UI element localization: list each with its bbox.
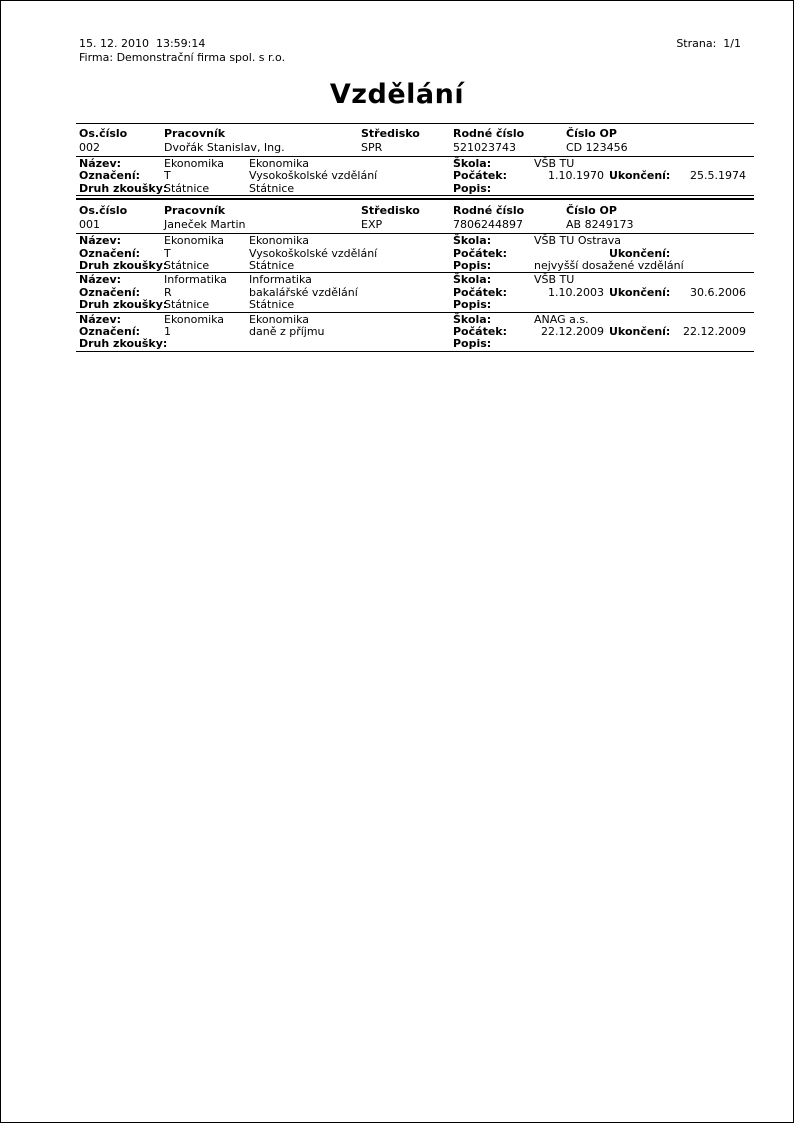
entry-divider-line	[76, 195, 754, 196]
label-druh-zkousky: Druh zkoušky:	[79, 258, 168, 272]
label-druh-zkousky: Druh zkoušky:	[79, 337, 168, 351]
employee-rodne-cislo: 7806244897	[453, 218, 523, 232]
education-entry	[76, 273, 754, 312]
column-header-cislo-op: Číslo OP	[566, 127, 617, 140]
employee-rodne-cislo: 521023743	[453, 141, 516, 154]
druh-text: Státnice	[249, 258, 295, 272]
employee-header-row	[76, 124, 754, 141]
column-header-stredisko: Středisko	[361, 204, 420, 218]
label-oznaceni: Označení:	[79, 285, 140, 299]
column-header-os-cislo: Os.číslo	[79, 204, 128, 218]
oznaceni-code: T	[164, 246, 171, 260]
education-row-nazev	[76, 274, 754, 286]
label-oznaceni: Označení:	[79, 169, 140, 183]
column-header-stredisko: Středisko	[361, 127, 420, 140]
education-row-oznaceni	[76, 326, 754, 338]
label-ukonceni: Ukončení:	[609, 169, 671, 183]
label-pocatek: Počátek:	[453, 246, 507, 260]
label-skola: Škola:	[453, 157, 492, 170]
oznaceni-code: R	[164, 285, 172, 299]
label-popis: Popis:	[453, 258, 492, 272]
education-row-druh-zkousky	[76, 338, 754, 350]
column-header-os-cislo: Os.číslo	[79, 127, 128, 140]
education-list	[76, 234, 754, 352]
label-nazev: Název:	[79, 273, 122, 287]
druh-code: Státnice	[164, 181, 210, 195]
nazev-code: Ekonomika	[164, 157, 225, 170]
nazev-code: Informatika	[164, 273, 227, 287]
nazev-text: Ekonomika	[249, 157, 310, 170]
oznaceni-text: Vysokoškolské vzdělání	[249, 169, 378, 183]
druh-code: Státnice	[164, 258, 210, 272]
oznaceni-code: 1	[164, 324, 171, 338]
company-name: Firma: Demonstrační firma spol. s r.o.	[79, 51, 286, 64]
page-header	[79, 37, 285, 65]
education-entry	[76, 157, 754, 196]
oznaceni-text: daně z příjmu	[249, 324, 325, 338]
column-header-rodne-cislo: Rodné číslo	[453, 127, 525, 140]
nazev-code: Ekonomika	[164, 312, 225, 326]
education-row-oznaceni	[76, 170, 754, 182]
druh-text: Státnice	[249, 181, 295, 195]
block-separator	[76, 198, 754, 200]
employee-cislo-op: CD 123456	[566, 141, 628, 154]
oznaceni-text: Vysokoškolské vzdělání	[249, 246, 378, 260]
employee-value-row	[76, 141, 754, 156]
employee-name: Dvořák Stanislav, Ing.	[164, 141, 285, 154]
education-row-druh-zkousky	[76, 183, 754, 195]
label-popis: Popis:	[453, 181, 492, 195]
label-druh-zkousky: Druh zkoušky:	[79, 298, 168, 312]
page-number: Strana: 1/1	[676, 37, 741, 50]
report-datetime: 15. 12. 2010 13:59:14	[79, 37, 206, 50]
label-ukonceni: Ukončení:	[609, 285, 671, 299]
pocatek-value: 1.10.1970	[548, 169, 604, 183]
employee-stredisko: EXP	[361, 218, 383, 232]
label-pocatek: Počátek:	[453, 169, 507, 183]
skola-value: VŠB TU	[534, 157, 575, 170]
ukonceni-value: 30.6.2006	[690, 285, 746, 299]
pocatek-value: 1.10.2003	[548, 285, 604, 299]
nazev-text: Ekonomika	[249, 312, 310, 326]
label-nazev: Název:	[79, 312, 122, 326]
employee-os-cislo: 002	[79, 141, 100, 154]
nazev-text: Ekonomika	[249, 234, 310, 248]
label-skola: Škola:	[453, 273, 492, 287]
education-list	[76, 157, 754, 196]
employee-value-row	[76, 218, 754, 233]
skola-value: VŠB TU Ostrava	[534, 234, 622, 248]
education-entry	[76, 234, 754, 273]
skola-value: VŠB TU	[534, 273, 575, 287]
label-skola: Škola:	[453, 312, 492, 326]
ukonceni-value: 22.12.2009	[683, 324, 746, 338]
pocatek-value: 22.12.2009	[541, 324, 604, 338]
column-header-pracovnik: Pracovník	[164, 204, 226, 218]
nazev-code: Ekonomika	[164, 234, 225, 248]
education-row-druh-zkousky	[76, 299, 754, 311]
label-popis: Popis:	[453, 337, 492, 351]
employee-block	[76, 201, 754, 352]
report-title: Vzdělání	[329, 79, 465, 110]
column-header-rodne-cislo: Rodné číslo	[453, 204, 525, 218]
label-oznaceni: Označení:	[79, 246, 140, 260]
label-nazev: Název:	[79, 234, 122, 248]
education-row-nazev	[76, 235, 754, 247]
nazev-text: Informatika	[249, 273, 312, 287]
education-entry	[76, 313, 754, 352]
ukonceni-value: 25.5.1974	[690, 169, 746, 183]
label-ukonceni: Ukončení:	[609, 246, 671, 260]
label-pocatek: Počátek:	[453, 285, 507, 299]
report-table	[76, 123, 754, 352]
employee-stredisko: SPR	[361, 141, 383, 154]
label-skola: Škola:	[453, 234, 492, 248]
employee-header-row	[76, 201, 754, 218]
label-oznaceni: Označení:	[79, 324, 140, 338]
oznaceni-text: bakalářské vzdělání	[249, 285, 358, 299]
label-nazev: Název:	[79, 157, 122, 170]
druh-text: Státnice	[249, 298, 295, 312]
employee-block	[76, 124, 754, 196]
employee-cislo-op: AB 8249173	[566, 218, 634, 232]
column-header-cislo-op: Číslo OP	[566, 204, 617, 218]
label-popis: Popis:	[453, 298, 492, 312]
druh-code: Státnice	[164, 298, 210, 312]
employee-os-cislo: 001	[79, 218, 100, 232]
oznaceni-code: T	[164, 169, 171, 183]
label-pocatek: Počátek:	[453, 324, 507, 338]
popis-value: nejvyšší dosažené vzdělání	[534, 258, 684, 272]
label-druh-zkousky: Druh zkoušky:	[79, 181, 168, 195]
education-row-druh-zkousky	[76, 260, 754, 272]
entry-divider-line	[76, 351, 754, 352]
skola-value: ANAG a.s.	[534, 312, 589, 326]
column-header-pracovnik: Pracovník	[164, 127, 226, 140]
employee-name: Janeček Martin	[164, 218, 246, 232]
label-ukonceni: Ukončení:	[609, 324, 671, 338]
